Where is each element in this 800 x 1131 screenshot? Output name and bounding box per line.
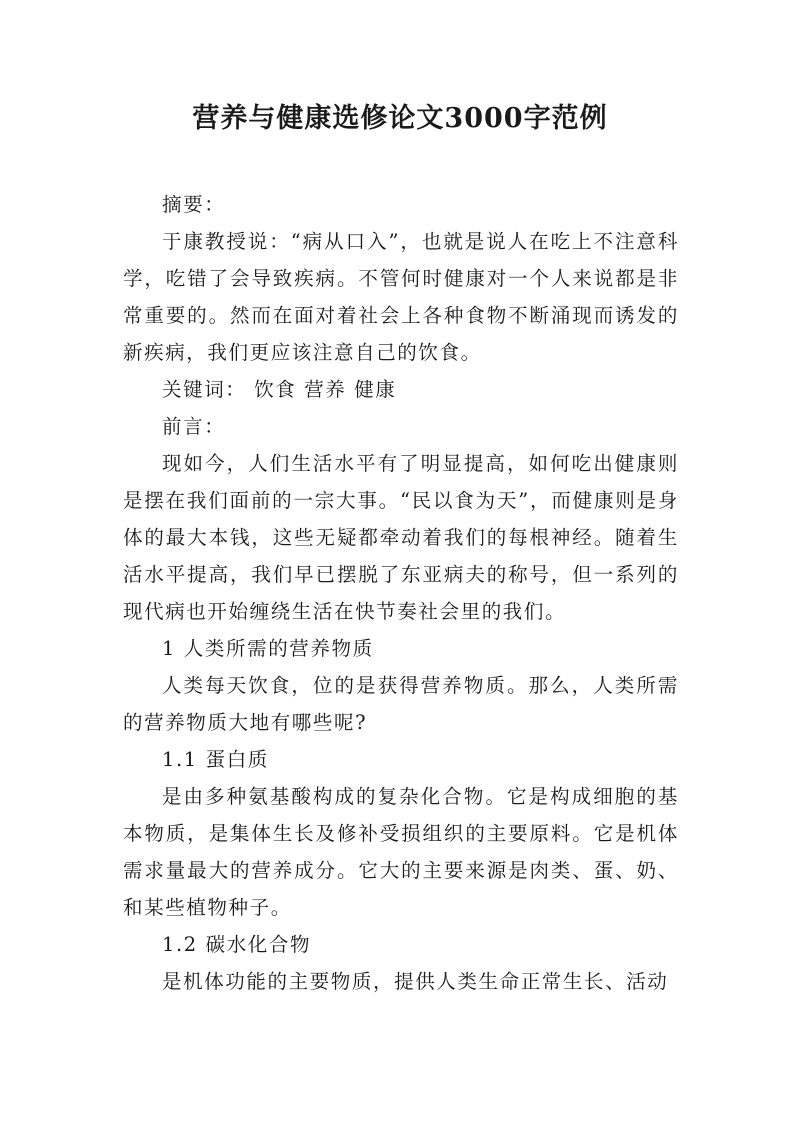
document-body	[123, 186, 679, 1000]
abstract-paragraph: 于康教授说：“病从口入”，也就是说人在吃上不注意科学，吃错了会导致疾病。不管何时健康对一个人来说都是非常重要的。然而在面对着社会上各种食物不断涌现而诱发的新疾病，我们更应该注意自己的饮食。	[123, 230, 679, 364]
section-1-1-paragraph: 是由多种氨基酸构成的复杂化合物。它是构成细胞的基本物质，是集体生长及修补受损组织的主要原料。它是机体需求量最大的营养成分。它大的主要来源是肉类、蛋、奶、和某些植物种子。	[123, 785, 679, 919]
section-1-paragraph: 人类每天饮食，位的是获得营养物质。那么，人类所需的营养物质大地有哪些呢?	[123, 674, 679, 734]
document-title: 营养与健康选修论文3000字范例	[192, 103, 608, 134]
preface-paragraph: 现如今，人们生活水平有了明显提高，如何吃出健康则是摆在我们面前的一宗大事。“民以食为天”，而健康则是身体的最大本钱，这些无疑都牵动着我们的每根神经。随着生活水平提高，我们早已摆脱了东亚病夫的称号，但一系列的现代病也开始缠绕生活在快节奏社会里的我们。	[123, 452, 679, 623]
abstract-heading: 摘要：	[162, 193, 226, 216]
section-heading-1-1: 1.1 蛋白质	[162, 748, 269, 771]
section-heading-1-2: 1.2 碳水化合物	[162, 933, 312, 956]
preface-heading: 前言：	[162, 415, 226, 438]
section-heading-1: 1 人类所需的营养物质	[162, 637, 374, 660]
keywords-line: 关键词： 饮食 营养 健康	[162, 378, 397, 401]
section-1-2-paragraph: 是机体功能的主要物质，提供人类生命正常生长、活动	[162, 970, 669, 993]
